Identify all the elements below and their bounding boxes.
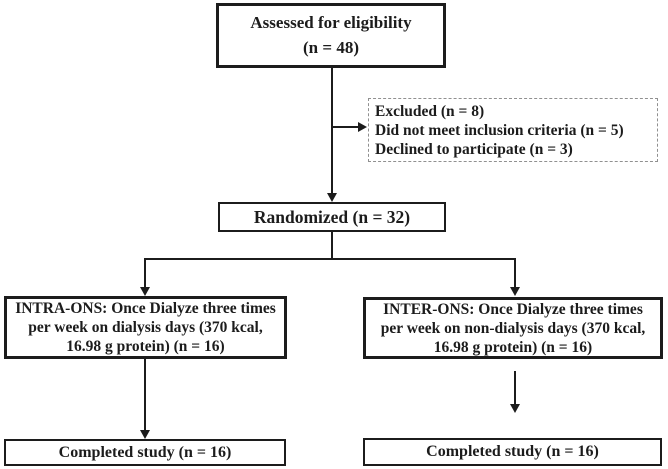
- arrowhead-down-completed-intra-icon: [140, 430, 150, 439]
- completed-study-inter-label: Completed study (n = 16): [426, 443, 599, 460]
- arrowhead-down-completed-inter-icon: [510, 404, 520, 413]
- connector-split-horizontal: [144, 258, 516, 260]
- connector-split-to-intra: [144, 258, 146, 288]
- randomized-label: Randomized (n = 32): [253, 206, 411, 227]
- completed-study-intra-label: Completed study (n = 16): [58, 443, 232, 461]
- connector-randomized-to-split: [331, 232, 333, 259]
- inter-ons-line1: INTER-ONS: Once Dialyze three times: [383, 300, 643, 318]
- connector-intra-to-completed: [144, 358, 146, 431]
- arrowhead-down-randomized-icon: [327, 193, 337, 202]
- excluded-declined: Declined to participate (n = 3): [375, 141, 573, 158]
- assessed-eligibility-count: (n = 48): [303, 38, 359, 57]
- excluded-box: [368, 98, 658, 162]
- arrowhead-down-inter-icon: [510, 287, 520, 296]
- completed-study-inter-box: [363, 438, 662, 466]
- assessed-eligibility-box: [216, 3, 446, 68]
- arrowhead-right-excluded-icon: [358, 122, 367, 132]
- connector-split-to-inter: [514, 258, 516, 288]
- arrowhead-down-intra-icon: [140, 287, 150, 296]
- intra-ons-line1: INTRA-ONS: Once Dialyze three times: [15, 300, 276, 317]
- assessed-eligibility-label: Assessed for eligibility: [250, 13, 412, 32]
- connector-assessed-to-randomized: [331, 68, 333, 194]
- connector-to-excluded: [332, 126, 359, 128]
- inter-ons-arm-box: [363, 297, 663, 359]
- connector-inter-to-completed: [514, 371, 516, 405]
- randomized-box: [218, 202, 446, 232]
- inter-ons-line3: 16.98 g protein) (n = 16): [433, 338, 593, 356]
- intra-ons-arm-box: [4, 296, 287, 359]
- excluded-inclusion-criteria: Did not meet inclusion criteria (n = 5): [375, 122, 624, 139]
- excluded-total: Excluded (n = 8): [375, 103, 485, 120]
- intra-ons-line2: per week on dialysis days (370 kcal,: [28, 319, 263, 336]
- intra-ons-line3: 16.98 g protein) (n = 16): [66, 338, 225, 355]
- inter-ons-line2: per week on non-dialysis days (370 kcal,: [380, 319, 646, 337]
- completed-study-intra-box: [4, 439, 286, 466]
